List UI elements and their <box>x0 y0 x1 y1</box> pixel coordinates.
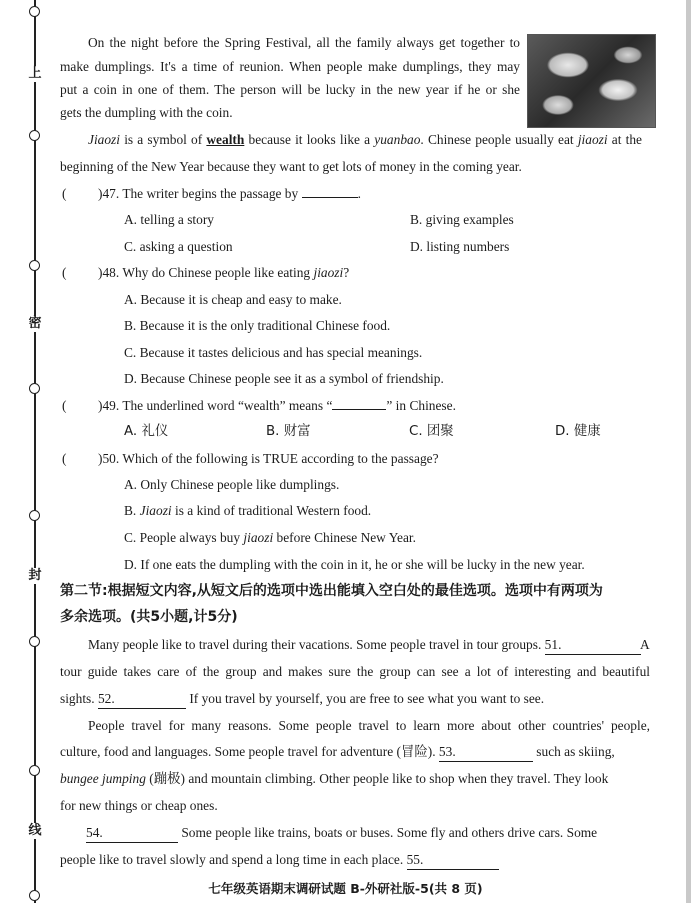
passage2-line8 <box>86 824 597 843</box>
margin-circle <box>29 6 40 17</box>
passage2-line6 <box>60 770 608 788</box>
q50-paren: ( <box>62 451 67 466</box>
passage1-para2-line1 <box>88 131 642 149</box>
jiaozi-italic: jiaozi <box>243 530 274 545</box>
q49-paren: ( <box>62 398 67 413</box>
text: such as skiing, <box>536 744 615 759</box>
text: . Chinese people usually eat <box>420 132 574 147</box>
text: Which of the following is TRUE according to the passage? <box>122 451 439 466</box>
q47-option-a: A. telling a story <box>124 212 215 227</box>
q49-option-a: A. 礼仪 <box>124 424 169 439</box>
text: before Chinese New Year. <box>276 530 416 545</box>
dumplings-photo <box>527 34 656 128</box>
q48-paren: ( <box>62 265 67 280</box>
text: Many people like to travel during their vacations. Some people travel in tour groups. <box>88 637 542 652</box>
passage2-line7: for new things or cheap ones. <box>60 798 218 813</box>
text: is a kind of traditional Western food. <box>175 503 372 518</box>
q47-stem <box>98 185 361 203</box>
q47-number: )47. <box>98 186 120 201</box>
answer-blank[interactable] <box>302 197 358 198</box>
text: ” in Chinese. <box>386 398 456 413</box>
margin-char-mi: 密 <box>28 316 42 331</box>
q50-number: )50. <box>98 451 120 466</box>
q50-option-a: A. Only Chinese people like dumplings. <box>124 477 340 492</box>
text: sights. <box>60 691 95 706</box>
section2-line2: 多余选项。(共5小题,计5分) <box>60 609 238 625</box>
margin-char-shang: 上 <box>28 66 42 81</box>
jiaozi-italic: Jiaozi <box>139 503 172 518</box>
text: (蹦极) and mountain climbing. Other people like to shop when they travel. They look <box>149 771 609 786</box>
yuanbao-italic: yuanbao <box>374 132 421 147</box>
q49-option-b: B. 财富 <box>266 424 311 439</box>
text: B. <box>124 503 137 518</box>
q48-option-c: C. Because it tastes delicious and has special meanings. <box>124 345 423 360</box>
q47-option-d: D. listing numbers <box>410 239 510 254</box>
text: The underlined word “wealth” means “ <box>122 398 333 413</box>
q48-option-b: B. Because it is the only traditional Chinese food. <box>124 318 391 333</box>
q50-option-d: D. If one eats the dumpling with the coin in it, he or she will be lucky in the new year. <box>124 557 585 572</box>
answer-blank[interactable] <box>332 409 386 410</box>
q49-option-c: C. 团聚 <box>409 424 454 439</box>
text: Some people like trains, boats or buses. Some fly and others drive cars. Some <box>181 825 598 840</box>
section2-line1: 第二节:根据短文内容,从短文后的选项中选出能填入空白处的最佳选项。选项中有两项为 <box>60 583 603 599</box>
q49-stem <box>98 397 456 415</box>
passage2-line9 <box>60 851 499 870</box>
blank-51[interactable]: 51. <box>545 636 641 655</box>
q50-stem <box>98 450 439 468</box>
q48-number: )48. <box>98 265 120 280</box>
q50-option-c <box>124 529 416 547</box>
passage1-para2-line2: beginning of the New Year because they want to get lots of money in the coming year. <box>60 159 522 174</box>
q50-option-b <box>124 502 371 520</box>
bungee-jumping-italic: bungee jumping <box>60 771 146 786</box>
text: because it looks like a <box>248 132 371 147</box>
text: . <box>357 186 361 201</box>
blank-54[interactable]: 54. <box>86 824 178 843</box>
q48-stem <box>98 264 349 282</box>
text: ? <box>343 265 350 280</box>
text: The writer begins the passage by <box>122 186 299 201</box>
text: If you travel by yourself, you are free to see what you want to see. <box>189 691 545 706</box>
underlined-word-wealth: wealth <box>206 132 245 147</box>
q47-paren: ( <box>62 186 67 201</box>
blank-55[interactable]: 55. <box>407 851 499 870</box>
jiaozi-italic: Jiaozi <box>88 132 120 147</box>
margin-circle <box>29 130 40 141</box>
passage1-line4: gets the dumpling with the coin. <box>60 105 233 120</box>
margin-char-feng: 封 <box>28 568 42 583</box>
text: C. People always buy <box>124 530 241 545</box>
q49-option-d: D. 健康 <box>555 424 601 439</box>
margin-circle <box>29 765 40 776</box>
q47-option-b: B. giving examples <box>410 212 514 227</box>
passage2-line4: People travel for many reasons. Some people travel to learn more about other countries' people, <box>88 718 650 733</box>
passage1-line3: put a coin in one of them. The person will be lucky in the new year if he or she <box>60 82 520 97</box>
margin-circle <box>29 383 40 394</box>
margin-circle <box>29 510 40 521</box>
q48-option-a: A. Because it is cheap and easy to make. <box>124 292 342 307</box>
passage2-line2: tour guide takes care of the group and makes sure the group can see a lot of interesting and beautiful <box>60 664 650 679</box>
section2-instructions <box>60 578 652 630</box>
margin-char-xian: 线 <box>28 823 42 838</box>
passage2-line3 <box>60 690 544 709</box>
text: culture, food and languages. Some people travel for adventure (冒险). <box>60 744 436 759</box>
text: at the <box>611 132 642 147</box>
text: people like to travel slowly and spend a long time in each place. <box>60 852 404 867</box>
blank-52[interactable]: 52. <box>98 690 186 709</box>
passage1-line2: make dumplings. It's a time of reunion. When people make dumplings, they may <box>60 59 520 74</box>
page-footer: 七年级英语期末调研试题 B-外研社版-5(共 8 页) <box>208 881 483 896</box>
q49-number: )49. <box>98 398 120 413</box>
jiaozi-italic: jiaozi <box>313 265 344 280</box>
text: is a symbol of <box>124 132 203 147</box>
q48-option-d: D. Because Chinese people see it as a symbol of friendship. <box>124 371 444 386</box>
text: Why do Chinese people like eating <box>122 265 311 280</box>
passage2-line5 <box>60 743 615 762</box>
jiaozi-italic: jiaozi <box>577 132 608 147</box>
passage2-line1-end: A <box>640 637 650 652</box>
blank-53[interactable]: 53. <box>439 743 533 762</box>
margin-circle <box>29 260 40 271</box>
margin-circle <box>29 636 40 647</box>
passage2-line1 <box>88 636 641 655</box>
page-edge <box>686 0 691 903</box>
passage1-line1: On the night before the Spring Festival, all the family always get together to <box>88 35 520 50</box>
q47-option-c: C. asking a question <box>124 239 233 254</box>
